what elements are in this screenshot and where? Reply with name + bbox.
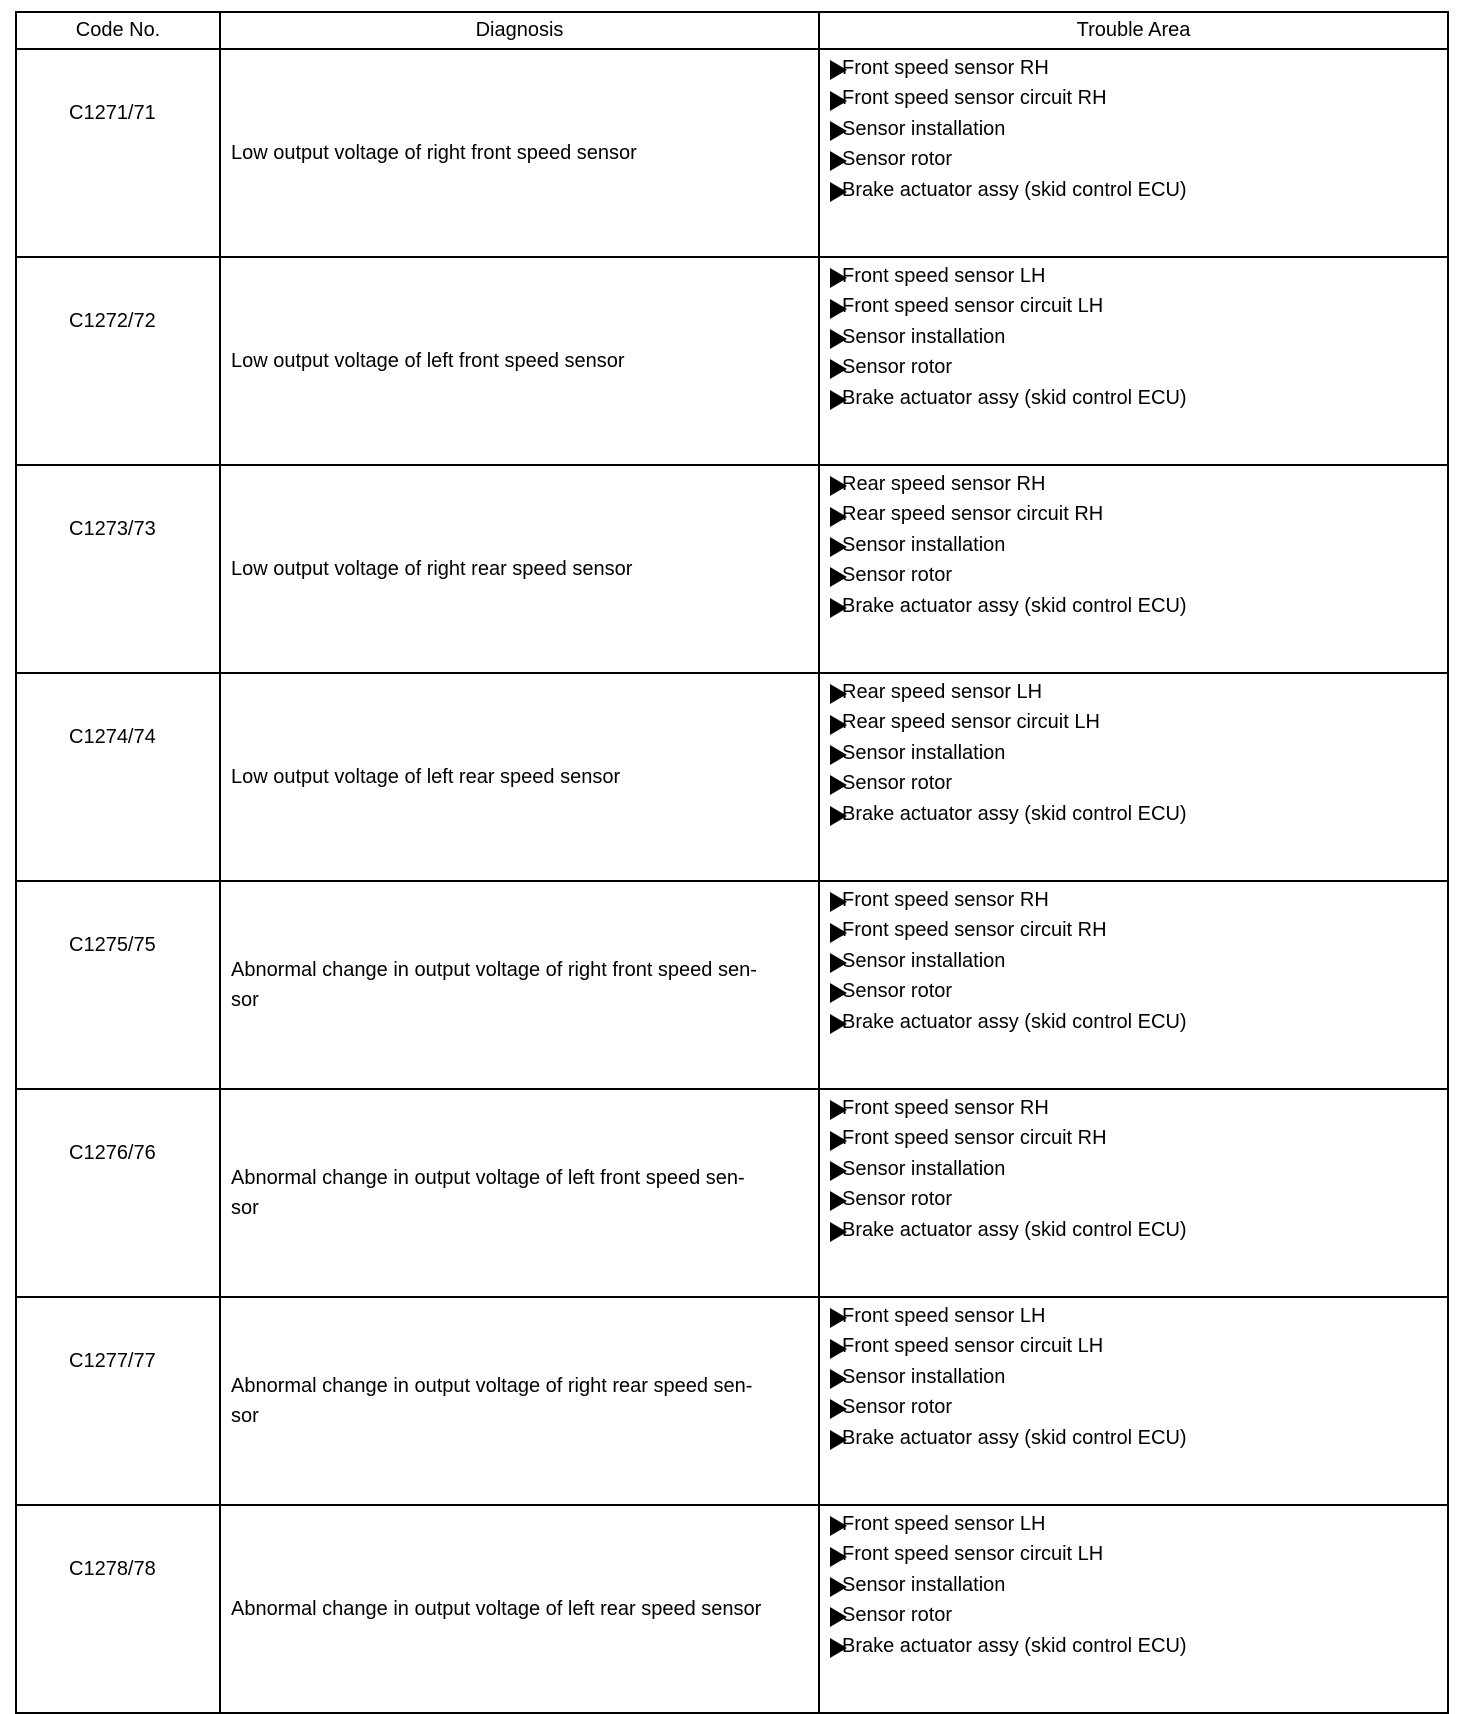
triangle-bullet-icon (830, 745, 847, 765)
trouble-area-item (830, 322, 1447, 352)
trouble-area-item (830, 1093, 1447, 1123)
trouble-area-item (830, 1154, 1447, 1184)
code-cell: C1277/77 (16, 1297, 220, 1505)
trouble-area-text: Front speed sensor circuit LH (842, 1543, 1104, 1566)
code-cell: C1272/72 (16, 257, 220, 465)
triangle-bullet-icon (830, 299, 847, 319)
table-row (16, 881, 1448, 1089)
trouble-area-text: Sensor rotor (842, 356, 953, 379)
trouble-area-text: Brake actuator assy (skid control ECU) (842, 1634, 1187, 1657)
trouble-area-cell (819, 1505, 1448, 1713)
trouble-area-list (830, 469, 1447, 621)
trouble-area-text: Rear speed sensor LH (842, 681, 1043, 703)
header-row (16, 12, 1448, 49)
table-row (16, 1089, 1448, 1297)
trouble-area-item (830, 799, 1447, 829)
trouble-area-text: Front speed sensor LH (842, 1513, 1046, 1535)
table-row (16, 257, 1448, 465)
triangle-bullet-icon (830, 390, 847, 410)
trouble-area-item (830, 144, 1447, 174)
diagnosis-cell: Low output voltage of left front speed sensor (220, 257, 819, 465)
diagnosis-line: sor (231, 1405, 259, 1427)
trouble-area-item (830, 768, 1447, 798)
trouble-area-text: Sensor installation (842, 325, 1006, 348)
trouble-area-text: Brake actuator assy (skid control ECU) (842, 1426, 1187, 1449)
trouble-area-item (830, 1123, 1447, 1153)
header-diagnosis: Diagnosis (220, 12, 819, 49)
triangle-bullet-icon (830, 182, 847, 202)
triangle-bullet-icon (830, 1014, 847, 1034)
trouble-area-text: Sensor installation (842, 1573, 1006, 1596)
trouble-area-text: Sensor installation (842, 949, 1006, 972)
trouble-area-item (830, 677, 1447, 707)
trouble-area-item (830, 946, 1447, 976)
trouble-area-item (830, 1301, 1447, 1331)
trouble-area-item (830, 53, 1447, 83)
code-cell: C1275/75 (16, 881, 220, 1089)
triangle-bullet-icon (830, 598, 847, 618)
diagnosis-cell (220, 1297, 819, 1505)
triangle-bullet-icon (830, 1100, 847, 1120)
trouble-area-item (830, 261, 1447, 291)
trouble-area-text: Front speed sensor RH (842, 889, 1049, 911)
trouble-area-item (830, 83, 1447, 113)
trouble-area-item (830, 976, 1447, 1006)
trouble-area-item (830, 915, 1447, 945)
trouble-area-text: Sensor rotor (842, 980, 953, 1003)
trouble-area-text: Sensor rotor (842, 564, 953, 587)
table-body (16, 49, 1448, 1713)
trouble-area-list (830, 1301, 1447, 1453)
trouble-area-text: Brake actuator assy (skid control ECU) (842, 1010, 1187, 1033)
triangle-bullet-icon (830, 1161, 847, 1181)
trouble-area-item (830, 383, 1447, 413)
table-row (16, 465, 1448, 673)
table-row (16, 49, 1448, 257)
trouble-area-text: Brake actuator assy (skid control ECU) (842, 594, 1187, 617)
trouble-area-item (830, 1509, 1447, 1539)
code-cell: C1273/73 (16, 465, 220, 673)
trouble-area-text: Front speed sensor LH (842, 1305, 1046, 1327)
trouble-area-item (830, 1007, 1447, 1037)
triangle-bullet-icon (830, 1547, 847, 1567)
diagnosis-cell: Low output voltage of right front speed sensor (220, 49, 819, 257)
trouble-area-cell (819, 257, 1448, 465)
trouble-area-list (830, 885, 1447, 1037)
trouble-area-text: Brake actuator assy (skid control ECU) (842, 1218, 1187, 1241)
trouble-area-text: Rear speed sensor circuit RH (842, 503, 1104, 526)
trouble-area-cell (819, 465, 1448, 673)
triangle-bullet-icon (830, 268, 847, 288)
triangle-bullet-icon (830, 1607, 847, 1627)
trouble-area-text: Sensor installation (842, 117, 1006, 140)
triangle-bullet-icon (830, 507, 847, 527)
table-row (16, 673, 1448, 881)
table-row (16, 1297, 1448, 1505)
trouble-area-text: Front speed sensor circuit RH (842, 1127, 1107, 1150)
trouble-area-text: Brake actuator assy (skid control ECU) (842, 802, 1187, 825)
trouble-area-item (830, 591, 1447, 621)
trouble-area-cell (819, 49, 1448, 257)
triangle-bullet-icon (830, 329, 847, 349)
triangle-bullet-icon (830, 1430, 847, 1450)
trouble-area-text: Rear speed sensor circuit LH (842, 711, 1100, 734)
trouble-area-item (830, 1600, 1447, 1630)
trouble-area-text: Sensor rotor (842, 1188, 953, 1211)
triangle-bullet-icon (830, 359, 847, 379)
triangle-bullet-icon (830, 60, 847, 80)
triangle-bullet-icon (830, 1369, 847, 1389)
trouble-area-text: Sensor installation (842, 1365, 1006, 1388)
trouble-area-list (830, 53, 1447, 205)
triangle-bullet-icon (830, 1131, 847, 1151)
trouble-area-item (830, 530, 1447, 560)
trouble-area-text: Front speed sensor circuit LH (842, 295, 1104, 318)
trouble-area-text: Sensor rotor (842, 1604, 953, 1627)
trouble-area-cell (819, 881, 1448, 1089)
code-cell: C1278/78 (16, 1505, 220, 1713)
trouble-area-cell (819, 1297, 1448, 1505)
triangle-bullet-icon (830, 567, 847, 587)
trouble-area-item (830, 1423, 1447, 1453)
trouble-area-item (830, 114, 1447, 144)
trouble-area-item (830, 1184, 1447, 1214)
trouble-area-item (830, 707, 1447, 737)
trouble-area-item (830, 1392, 1447, 1422)
trouble-area-item (830, 352, 1447, 382)
trouble-area-text: Front speed sensor RH (842, 57, 1049, 79)
trouble-area-text: Sensor installation (842, 1157, 1006, 1180)
trouble-area-list (830, 1509, 1447, 1661)
trouble-area-text: Front speed sensor RH (842, 1097, 1049, 1119)
triangle-bullet-icon (830, 476, 847, 496)
table-header (16, 12, 1448, 49)
triangle-bullet-icon (830, 1638, 847, 1658)
trouble-area-text: Sensor rotor (842, 148, 953, 171)
trouble-area-item (830, 885, 1447, 915)
diagnosis-cell (220, 1089, 819, 1297)
trouble-area-cell (819, 673, 1448, 881)
triangle-bullet-icon (830, 151, 847, 171)
trouble-area-text: Brake actuator assy (skid control ECU) (842, 178, 1187, 201)
triangle-bullet-icon (830, 1339, 847, 1359)
triangle-bullet-icon (830, 892, 847, 912)
trouble-area-item (830, 1570, 1447, 1600)
triangle-bullet-icon (830, 715, 847, 735)
trouble-area-text: Sensor installation (842, 533, 1006, 556)
code-cell: C1276/76 (16, 1089, 220, 1297)
triangle-bullet-icon (830, 953, 847, 973)
trouble-area-item (830, 560, 1447, 590)
trouble-area-item (830, 469, 1447, 499)
code-cell: C1274/74 (16, 673, 220, 881)
triangle-bullet-icon (830, 1399, 847, 1419)
diagnosis-cell: Low output voltage of right rear speed sensor (220, 465, 819, 673)
trouble-area-text: Front speed sensor circuit RH (842, 919, 1107, 942)
trouble-area-item (830, 1631, 1447, 1661)
trouble-area-item (830, 499, 1447, 529)
dtc-table (15, 11, 1449, 1714)
diagnosis-cell: Low output voltage of left rear speed sensor (220, 673, 819, 881)
table-row (16, 1505, 1448, 1713)
trouble-area-cell (819, 1089, 1448, 1297)
triangle-bullet-icon (830, 983, 847, 1003)
trouble-area-text: Front speed sensor LH (842, 265, 1046, 287)
trouble-area-text: Brake actuator assy (skid control ECU) (842, 386, 1187, 409)
diagnosis-line: sor (231, 989, 259, 1011)
trouble-area-item (830, 1215, 1447, 1245)
triangle-bullet-icon (830, 684, 847, 704)
triangle-bullet-icon (830, 537, 847, 557)
triangle-bullet-icon (830, 923, 847, 943)
triangle-bullet-icon (830, 1191, 847, 1211)
trouble-area-list (830, 261, 1447, 413)
triangle-bullet-icon (830, 775, 847, 795)
trouble-area-item (830, 291, 1447, 321)
trouble-area-item (830, 175, 1447, 205)
triangle-bullet-icon (830, 1577, 847, 1597)
triangle-bullet-icon (830, 806, 847, 826)
diagnosis-cell: Abnormal change in output voltage of left rear speed sensor (220, 1505, 819, 1713)
diagnosis-line: Abnormal change in output voltage of left front speed sen- (231, 1166, 745, 1189)
trouble-area-text: Sensor rotor (842, 1396, 953, 1419)
diagnosis-line: Abnormal change in output voltage of right front speed sen- (231, 958, 757, 981)
header-code: Code No. (16, 12, 220, 49)
trouble-area-item (830, 1331, 1447, 1361)
triangle-bullet-icon (830, 1222, 847, 1242)
triangle-bullet-icon (830, 121, 847, 141)
triangle-bullet-icon (830, 91, 847, 111)
trouble-area-text: Front speed sensor circuit RH (842, 87, 1107, 110)
trouble-area-text: Rear speed sensor RH (842, 473, 1046, 495)
triangle-bullet-icon (830, 1308, 847, 1328)
trouble-area-list (830, 1093, 1447, 1245)
header-trouble-area: Trouble Area (819, 12, 1448, 49)
trouble-area-text: Front speed sensor circuit LH (842, 1335, 1104, 1358)
trouble-area-item (830, 738, 1447, 768)
diagnosis-line: Abnormal change in output voltage of right rear speed sen- (231, 1374, 753, 1397)
diagnosis-cell (220, 881, 819, 1089)
trouble-area-text: Sensor rotor (842, 772, 953, 795)
trouble-area-item (830, 1362, 1447, 1392)
trouble-area-list (830, 677, 1447, 829)
diagnosis-line: sor (231, 1197, 259, 1219)
triangle-bullet-icon (830, 1516, 847, 1536)
trouble-area-item (830, 1539, 1447, 1569)
code-cell: C1271/71 (16, 49, 220, 257)
trouble-area-text: Sensor installation (842, 741, 1006, 764)
